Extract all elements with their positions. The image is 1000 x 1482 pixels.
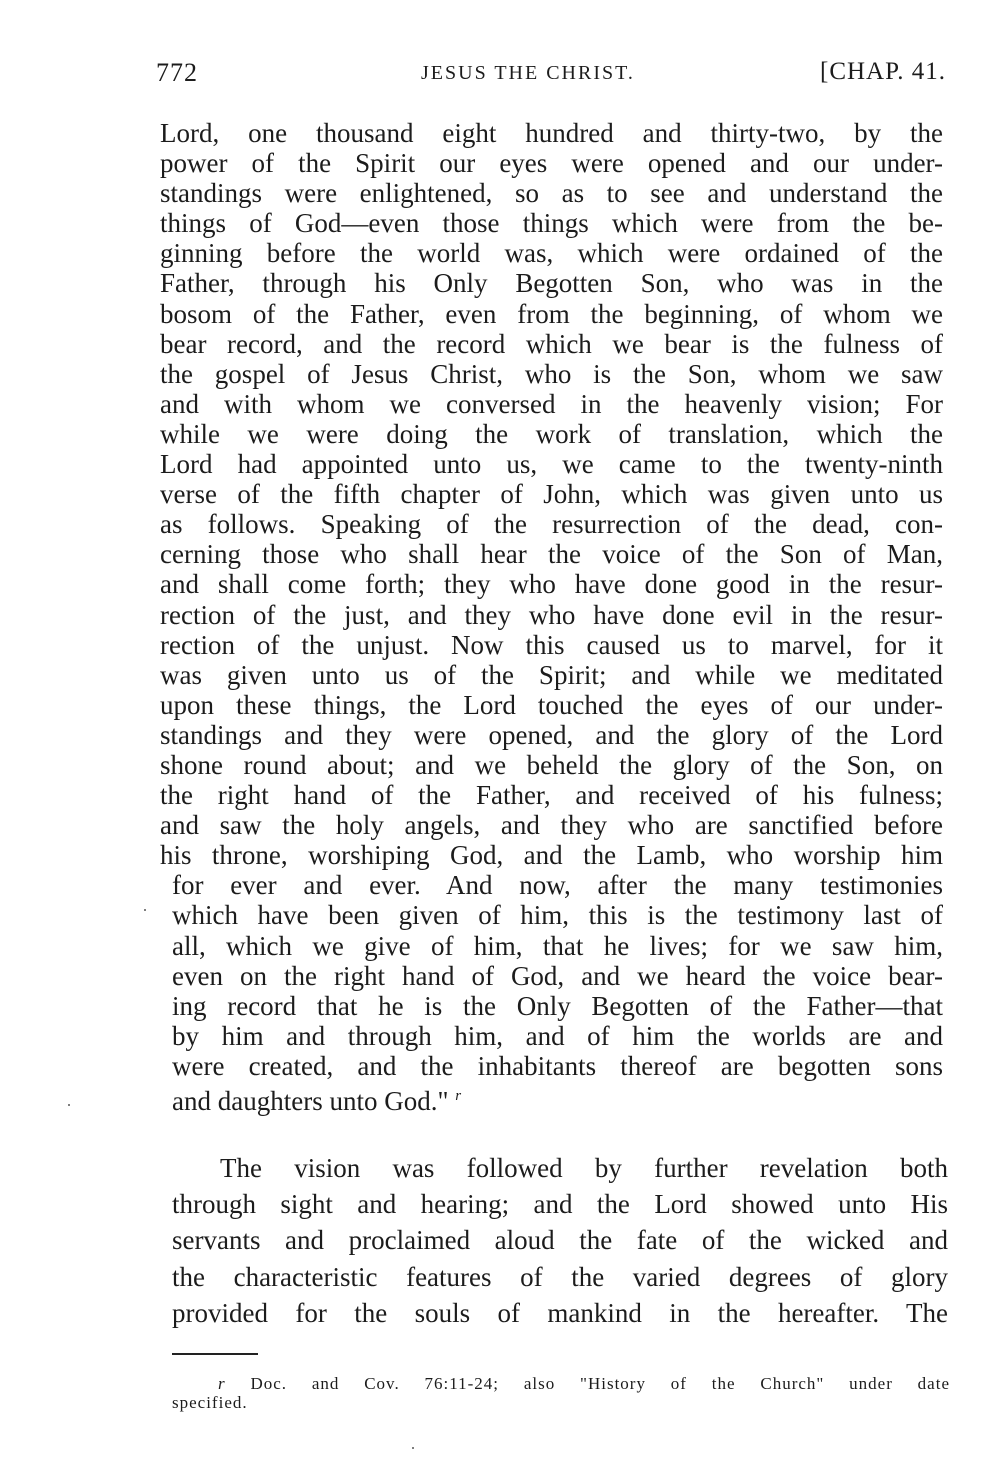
quote-line: by him and through him, and of him the worlds are and [172, 1020, 943, 1051]
paragraph-line: servants and proclaimed aloud the fate of the wicked and [172, 1225, 948, 1256]
footnote-line: specified. [172, 1393, 248, 1412]
quote-line: ginning before the world was, which were ordained of the [160, 238, 943, 269]
chapter-reference: [CHAP. 41. [820, 58, 946, 85]
quote-last-line [160, 1081, 943, 1116]
quote-line: standings and they were opened, and the glory of the Lord [160, 719, 943, 750]
quote-line: for ever and ever. And now, after the many testimonies [172, 870, 943, 901]
quote-line: his throne, worshiping God, and the Lamb, who worship him [160, 840, 943, 871]
paragraph-line: provided for the souls of mankind in the hereafter. The [172, 1297, 948, 1328]
scan-speck [68, 1104, 70, 1106]
quote-line: was given unto us of the Spirit; and while we meditated [160, 659, 943, 690]
paragraph-line: through sight and hearing; and the Lord showed unto His [172, 1189, 948, 1220]
quote-line: Lord had appointed unto us, we came to the twenty-ninth [160, 449, 943, 480]
footnote [172, 1374, 950, 1412]
footnote-divider [172, 1353, 258, 1355]
footnote-line [172, 1374, 950, 1393]
page-header [156, 58, 946, 98]
quote-line: shone round about; and we beheld the glory of the Son, on [160, 749, 943, 780]
paragraph-line: The vision was followed by further revelation both [220, 1153, 948, 1183]
quote-line: Father, through his Only Begotten Son, who was in the [160, 268, 943, 299]
quote-line: things of God—even those things which were from the be- [160, 208, 943, 239]
footnote-mark: r [218, 1374, 226, 1393]
quote-line: which have been given of him, this is the testimony last of [172, 900, 943, 931]
quote-line: and with whom we conversed in the heavenly vision; For [160, 388, 943, 419]
running-title: JESUS THE CHRIST. [421, 62, 635, 84]
quote-line: and shall come forth; they who have done good in the resur- [160, 569, 943, 600]
quote-line: rection of the just, and they who have done evil in the resur- [160, 599, 943, 630]
body-paragraph [172, 1150, 948, 1331]
quote-line: the right hand of the Father, and received of his fulness; [160, 780, 943, 811]
quote-line: as follows. Speaking of the resurrection of the dead, con- [160, 509, 943, 540]
quote-line: and saw the holy angels, and they who are sanctified before [160, 810, 943, 841]
quote-line: while we were doing the work of translation, which the [160, 418, 943, 449]
quote-line: all, which we give of him, that he lives; for we saw him, [172, 930, 943, 961]
quote-line: Lord, one thousand eight hundred and thirty-two, by the [160, 118, 943, 148]
quote-line: power of the Spirit our eyes were opened and our under- [160, 148, 943, 179]
paragraph-line: the characteristic features of the varied degrees of glory [172, 1261, 948, 1292]
quote-line: rection of the unjust. Now this caused us to marvel, for it [160, 629, 943, 660]
footnote-reference: r [455, 1088, 462, 1104]
quote-line: were created, and the inhabitants thereof are begotten sons [172, 1050, 943, 1081]
scan-speck [412, 1447, 414, 1449]
quote-line: cerning those who shall hear the voice of the Son of Man, [160, 539, 943, 570]
quote-line: and daughters unto God." [172, 1086, 449, 1116]
quote-line: upon these things, the Lord touched the eyes of our under- [160, 689, 943, 720]
quote-line: even on the right hand of God, and we heard the voice bear- [172, 960, 943, 991]
scan-speck [144, 909, 146, 911]
quote-line: verse of the fifth chapter of John, which was given unto us [160, 479, 943, 510]
quote-line: standings were enlightened, so as to see and understand the [160, 178, 943, 209]
page-number: 772 [156, 58, 198, 87]
quote-line: the gospel of Jesus Christ, who is the Son, whom we saw [160, 358, 943, 389]
quote-line: bosom of the Father, even from the beginning, of whom we [160, 298, 943, 329]
quote-line: ing record that he is the Only Begotten of the Father—that [172, 990, 943, 1021]
quoted-passage [160, 118, 943, 1116]
quote-line: bear record, and the record which we bear is the fulness of [160, 328, 943, 359]
footnote-text: Doc. and Cov. 76:11-24; also "History of the Church" under date [250, 1374, 951, 1393]
